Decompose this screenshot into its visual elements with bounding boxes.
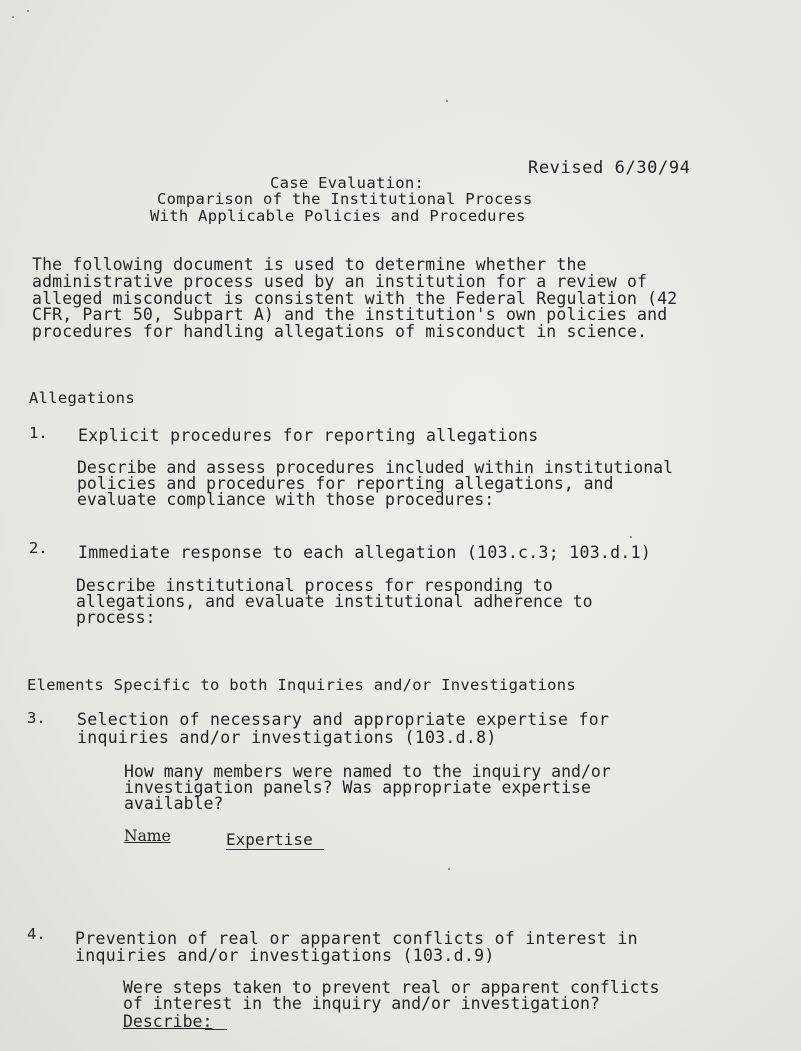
- item-title-line1: Selection of necessary and appropriate expertise for: [77, 710, 610, 729]
- item-title: Explicit procedures for reporting allegations: [78, 426, 539, 445]
- speck: [27, 10, 29, 12]
- item-number: 2.: [29, 539, 48, 557]
- item-body: Describe and assess procedures included within institutional policies and procedures for reporting allegations, and evaluate compliance with those procedures:: [77, 458, 674, 509]
- item-title-line1: Prevention of real or apparent conflicts of interest in: [75, 929, 638, 948]
- item-title-line2: inquiries and/or investigations (103.d.9): [75, 946, 495, 965]
- doc-title-line2: Comparison of the Institutional Process: [157, 190, 533, 208]
- expertise-underline: [226, 849, 324, 850]
- section-heading-elements: Elements Specific to both Inquiries and/or Investigations: [27, 676, 577, 694]
- column-header-expertise: Expertise: [226, 830, 313, 849]
- speck: [446, 100, 448, 102]
- item-number: 3.: [27, 709, 46, 727]
- speck: [448, 868, 450, 870]
- item-number: 4.: [27, 925, 46, 943]
- doc-title-line3: With Applicable Policies and Procedures: [150, 207, 526, 225]
- item-title-line2: inquiries and/or investigations (103.d.8): [77, 728, 497, 747]
- column-header-name: Name: [124, 827, 171, 845]
- describe-label: Describe:: [123, 1012, 213, 1031]
- speck: [12, 16, 14, 18]
- item-body: How many members were named to the inquiry and/or investigation panels? Was appropriate expertise available?: [124, 762, 611, 813]
- item-number: 1.: [29, 424, 48, 442]
- item-body: Describe institutional process for responding to allegations, and evaluate institutional adherence to process:: [76, 576, 593, 627]
- item-title: Immediate response to each allegation (103.c.3; 103.d.1): [78, 543, 652, 562]
- describe-underline: [205, 1029, 227, 1030]
- speck: [630, 536, 632, 538]
- item-body: Were steps taken to prevent real or apparent conflicts of interest in the inquiry and/or investigation?: [123, 978, 660, 1013]
- revised-date: Revised 6/30/94: [528, 158, 691, 178]
- section-heading-allegations: Allegations: [29, 389, 135, 407]
- doc-title-line1: Case Evaluation:: [270, 174, 425, 192]
- intro-paragraph: The following document is used to determine whether the administrative process used by an institution for a review of alleged misconduct is consistent with the Federal Regulation (42 CFR, Part 50, Subpart A) and the institution's own policies and procedures for handling allegations of misconduct in science.: [32, 255, 678, 342]
